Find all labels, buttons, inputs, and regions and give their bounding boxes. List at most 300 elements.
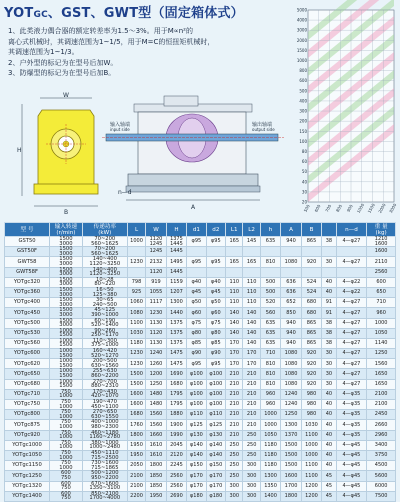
table-cell: 920 [301, 349, 321, 359]
table-cell: YOTgc360 [5, 287, 50, 297]
table-cell: 2560 [367, 267, 396, 277]
table-cell: 250 [226, 450, 243, 460]
title-model-prefix: YOT [4, 6, 34, 21]
table-cell: YOTgc1000 [5, 440, 50, 450]
title-rest: 、GST、GWT型（固定箱体式） [47, 6, 244, 21]
table-cell: 4—φ45 [336, 450, 367, 460]
table-cell: 940 [281, 328, 301, 338]
table-header-row [5, 223, 396, 237]
table-cell: 1250 [146, 379, 166, 389]
table-cell: φ95 [187, 359, 206, 369]
table-cell: 110~300 375~1000 [82, 338, 127, 348]
table-cell: 110 [243, 298, 260, 308]
chart-y-tick: 1500 [296, 47, 307, 53]
input-side-label: input side [110, 127, 130, 132]
table-cell: YOTgc400 [5, 298, 50, 308]
table-cell: 680 [301, 298, 321, 308]
chart-y-tick: 20 [301, 199, 307, 205]
table-cell: 91 [322, 298, 336, 308]
table-cell: φ40 [206, 277, 225, 287]
table-cell [226, 267, 243, 277]
table-cell: 710 [260, 349, 280, 359]
output-shaft-label: 输出轴端 [252, 122, 273, 128]
table-cell: 210 [226, 379, 243, 389]
table-row [5, 420, 396, 430]
table-cell: φ60 [206, 308, 225, 318]
table-cell: 1000 [260, 420, 280, 430]
table-cell: 170 [243, 359, 260, 369]
table-row [5, 247, 396, 257]
table-cell: 1600 [367, 247, 396, 257]
table-cell: 110 [243, 277, 260, 287]
chart-y-tick: 3000 [296, 27, 307, 33]
table-cell: 165 [226, 257, 243, 267]
table-cell: 850 [281, 308, 301, 318]
table-cell: φ95 [206, 359, 225, 369]
table-cell: 170 [226, 359, 243, 369]
chart-y-tick: 50 [301, 169, 307, 175]
table-cell: 4—φ27 [336, 298, 367, 308]
table-cell: 1475 [166, 349, 186, 359]
table-cell: 450~1110 715~2500 [82, 450, 127, 460]
table-cell: 1500 [281, 450, 301, 460]
table-cell: 1800 [281, 491, 301, 501]
table-cell: 380~1000 1000~2480 [82, 440, 127, 450]
table-cell: φ80 [206, 328, 225, 338]
table-cell: 4—φ35 [336, 389, 367, 399]
table-cell: 865 [301, 318, 321, 328]
table-cell: 1500 [127, 369, 145, 379]
table-cell: 1210 1600 [367, 237, 396, 247]
table-cell: 210 [226, 369, 243, 379]
table-cell [336, 267, 367, 277]
spec-table [4, 222, 396, 502]
table-cell: 1230 [146, 308, 166, 318]
table-cell: 45 [322, 471, 336, 481]
table-cell: 1475 [166, 359, 186, 369]
table-cell [322, 267, 336, 277]
table-cell: φ170 [206, 471, 225, 481]
table-cell: 798 [127, 277, 145, 287]
table-cell: 60~190 520~1400 [82, 318, 127, 328]
table-cell: YOTgc1050 [5, 450, 50, 460]
table-cell: 300 [226, 491, 243, 501]
table-cell: 40 [322, 277, 336, 287]
chart-x-tick: 1000 [355, 202, 366, 214]
title-model-sub: GC [33, 10, 48, 20]
table-cell: YOTgc650 [5, 369, 50, 379]
table-row [5, 277, 396, 287]
table-cell: 1880 [166, 410, 186, 420]
chart-y-tick: 400 [299, 98, 307, 104]
table-cell: 190~470 450~1100 [82, 400, 127, 410]
table-cell: 165 [226, 237, 243, 247]
table-cell: φ100 [187, 379, 206, 389]
table-cell: φ95 [206, 237, 225, 247]
table-cell: 1080 [281, 359, 301, 369]
table-row [5, 440, 396, 450]
table-cell: 170 [226, 338, 243, 348]
table-cell: 1250 [367, 349, 396, 359]
chart-y-tick: 40 [301, 179, 307, 185]
table-header-cell: 传递功率 (kW) [82, 223, 127, 237]
table-cell: φ170 [206, 481, 225, 491]
table-cell: 1000 1500 [50, 349, 83, 359]
dim-nd-label: n—d [118, 189, 132, 196]
table-row [5, 298, 396, 308]
table-cell: YOTgc500 [5, 318, 50, 328]
table-cell: 1055 [146, 287, 166, 297]
chart-x-tick: 1500 [366, 202, 376, 214]
table-cell: 2045 [166, 440, 186, 450]
table-cell: 865 [301, 328, 321, 338]
table-cell: 30~65 240~500 [82, 298, 127, 308]
table-cell: 980 [301, 400, 321, 410]
table-cell: φ90 [206, 349, 225, 359]
table-cell: 1500 3000 [50, 287, 83, 297]
table-cell: YOTgc560 [5, 338, 50, 348]
table-cell: 2050 [127, 461, 145, 471]
table-cell: 40 [322, 430, 336, 440]
table-cell: 210 [226, 400, 243, 410]
table-cell: φ170 [187, 481, 206, 491]
chart-x-tick: 600 [313, 203, 322, 213]
table-cell: 40 [322, 400, 336, 410]
table-cell: 4—φ27 [336, 328, 367, 338]
table-cell: 650 [367, 287, 396, 297]
chart-y-tick: 200 [299, 118, 307, 124]
table-cell: 165 [243, 257, 260, 267]
table-cell: 1300 [166, 298, 186, 308]
table-cell: 160~420 520~1270 [82, 349, 127, 359]
table-cell: 600 750 [50, 471, 83, 481]
table-cell: φ140 [187, 440, 206, 450]
table-cell: 1500 3000 [50, 237, 83, 247]
table-cell: 255~630 860~2200 [82, 369, 127, 379]
table-cell: 865 [301, 338, 321, 348]
table-cell: 524 [301, 277, 321, 287]
table-cell: 1480 [146, 389, 166, 399]
table-cell: 1680 [166, 379, 186, 389]
table-cell: 1030 [127, 328, 145, 338]
table-cell: 960 [260, 389, 280, 399]
table-cell: 4—φ22 [336, 277, 367, 287]
table-cell: 1990 [166, 430, 186, 440]
table-cell: YOTgc530 [5, 328, 50, 338]
table-cell: 91 [322, 308, 336, 318]
table-cell: 960 [260, 400, 280, 410]
table-cell: 865 [301, 237, 321, 247]
table-cell: 250 [226, 440, 243, 450]
table-cell: 250 [226, 461, 243, 471]
table-cell: 2245 [166, 461, 186, 471]
table-cell [260, 267, 280, 277]
table-cell: 600 750 [50, 481, 83, 491]
table-row [5, 400, 396, 410]
table-cell: φ100 [187, 389, 206, 399]
table-cell: 2690 [166, 491, 186, 501]
table-cell: 1080 [281, 257, 301, 267]
input-shaft-label: 输入轴端 [110, 122, 131, 128]
table-cell: YOTgc1250 [5, 471, 50, 481]
table-cell: 70~200 560~1625 [82, 247, 127, 257]
table-cell: 1230 [127, 257, 145, 267]
table-cell: 1850 [146, 471, 166, 481]
table-cell: 1200 [146, 369, 166, 379]
table-cell: 1030 [301, 420, 321, 430]
table-header-cell: L1 [226, 223, 243, 237]
table-cell: 1000 [260, 410, 280, 420]
table-cell: 140 [226, 328, 243, 338]
table-cell: φ180 [206, 491, 225, 501]
table-cell: 750 1000 [50, 420, 83, 430]
table-cell: 2120 [166, 450, 186, 460]
table-cell: 45 [322, 481, 336, 491]
chart-x-tick: 3000 [387, 202, 398, 214]
table-cell: 4—φ45 [336, 471, 367, 481]
table-cell: 1120 [146, 328, 166, 338]
table-cell: 300 [243, 461, 260, 471]
chart-y-tick: 100 [299, 138, 307, 144]
table-cell: 110 [243, 287, 260, 297]
table-row [5, 471, 396, 481]
table-cell: 38 [322, 237, 336, 247]
table-cell: 1680 [127, 410, 145, 420]
table-cell: 2560 [166, 471, 186, 481]
table-cell: 4—φ35 [336, 410, 367, 420]
table-header-cell: L [127, 223, 145, 237]
table-cell [301, 247, 321, 257]
table-row [5, 318, 396, 328]
table-cell: φ110 [187, 410, 206, 420]
table-row [5, 338, 396, 348]
table-cell: 1000 [301, 440, 321, 450]
table-cell: 210 [243, 420, 260, 430]
table-cell: YOTgc1150 [5, 461, 50, 471]
table-cell: 1000 1500 [50, 369, 83, 379]
table-cell: 1180 [260, 450, 280, 460]
table-cell: 1900 [166, 420, 186, 430]
chart-y-tick: 150 [299, 128, 307, 134]
table-header-cell: A [281, 223, 301, 237]
table-cell: 4—φ27 [336, 257, 367, 267]
table-cell: φ125 [187, 420, 206, 430]
note-line: 1、此类液力偶合器的额定转差率为1.5～3%。用于M∝n²的 [8, 27, 193, 35]
table-cell: 1440 [166, 308, 186, 318]
table-cell: φ95 [187, 237, 206, 247]
table-cell: 1500 3000 [50, 298, 83, 308]
table-cell: 140~400 1120~3250 [82, 267, 127, 277]
table-cell: 4—φ27 [336, 338, 367, 348]
table-cell: 920 [301, 379, 321, 389]
table-header-cell: d2 [206, 223, 225, 237]
table-cell: φ50 [187, 298, 206, 308]
table-cell [243, 267, 260, 277]
dim-h-label: H [17, 147, 22, 154]
table-row [5, 237, 396, 247]
table-cell: 919 [146, 277, 166, 287]
table-cell: 2100 [367, 389, 396, 399]
table-cell: 1060 [127, 298, 145, 308]
table-cell: 30 [322, 349, 336, 359]
note-line: 其调速范围为1~1/3。 [8, 48, 79, 56]
table-cell: 250 [243, 450, 260, 460]
table-cell: 140 [243, 308, 260, 318]
table-cell: φ85 [187, 338, 206, 348]
table-cell: 1000 1500 [50, 338, 83, 348]
table-cell: φ40 [187, 277, 206, 287]
table-cell: 1560 [146, 420, 166, 430]
table-cell: 40 [322, 410, 336, 420]
table-cell: 1080 [281, 349, 301, 359]
table-cell: 40 [322, 389, 336, 399]
table-cell: 30 [322, 369, 336, 379]
table-cell: 2560 [166, 481, 186, 491]
table-cell: 1000 [301, 450, 321, 460]
table-cell: φ100 [206, 400, 225, 410]
table-cell: 1240 [281, 389, 301, 399]
table-header-cell: 输入转速 (r/min) [50, 223, 83, 237]
table-cell [226, 247, 243, 257]
table-cell: 1500 3000 [50, 308, 83, 318]
table-header-cell: h [260, 223, 280, 237]
table-cell: 4—φ35 [336, 420, 367, 430]
table-cell: 1140 [367, 338, 396, 348]
table-cell: YOTgc875 [5, 420, 50, 430]
table-cell: 5600 [367, 471, 396, 481]
table-cell: 70~200 560~1625 [82, 237, 127, 247]
table-cell: 920 [301, 257, 321, 267]
table-cell: 500 [260, 277, 280, 287]
table-cell: 1660 [146, 430, 166, 440]
table-cell: YOTgc600 [5, 349, 50, 359]
table-cell: 670~1600 1350~3100 [82, 481, 127, 491]
table-cell: 2100 [367, 400, 396, 410]
table-cell: 400~1000 980~2300 [82, 420, 127, 430]
table-cell: 1100 [301, 461, 321, 471]
table-cell: 4—φ35 [336, 430, 367, 440]
table-cell: 210 [243, 400, 260, 410]
table-cell [206, 247, 225, 257]
table-cell: 140 [243, 328, 260, 338]
table-cell: 38 [322, 328, 336, 338]
table-cell: 2960 [367, 430, 396, 440]
table-cell: 4—φ27 [336, 318, 367, 328]
table-cell [322, 247, 336, 257]
table-cell: 30 [322, 379, 336, 389]
table-cell: 1600 [127, 389, 145, 399]
table-cell: 750 1000 [50, 440, 83, 450]
table-row [5, 267, 396, 277]
table-cell: 524 [301, 287, 321, 297]
table-cell: 600 750 [50, 491, 83, 501]
table-cell: 38 [322, 318, 336, 328]
dim-w-label: W [63, 92, 69, 99]
chart-x-tick: 500 [302, 203, 311, 213]
table-cell: 940 [281, 318, 301, 328]
table-cell: 4—φ27 [336, 308, 367, 318]
table-cell: YOTgc800 [5, 410, 50, 420]
table-cell: φ130 [206, 430, 225, 440]
table-row [5, 359, 396, 369]
table-cell: φ75 [187, 318, 206, 328]
table-cell: φ75 [206, 318, 225, 328]
table-cell: GST50 [5, 237, 50, 247]
table-cell: φ85 [206, 338, 225, 348]
table-cell: YOTgc1320 [5, 481, 50, 491]
table-header-cell [322, 223, 336, 237]
table-cell: 1200 [301, 481, 321, 491]
table-cell: 170 [243, 349, 260, 359]
table-cell: φ45 [206, 287, 225, 297]
table-cell: 1445 [166, 247, 186, 257]
table-cell [336, 247, 367, 257]
table-cell: φ150 [206, 461, 225, 471]
table-cell: 210 [226, 430, 243, 440]
table-cell: 40 [322, 440, 336, 450]
table-cell: 4—φ22 [336, 287, 367, 297]
table-cell: 110 [226, 298, 243, 308]
table-cell: YOTgc450 [5, 308, 50, 318]
table-cell: 4—φ45 [336, 481, 367, 491]
table-header-cell: d1 [187, 223, 206, 237]
table-cell: 1260 [146, 359, 166, 369]
table-cell: 1300 [260, 471, 280, 481]
table-cell: 636 [281, 287, 301, 297]
table-cell: 3400 [367, 440, 396, 450]
output-side-label: output side [252, 127, 275, 132]
table-cell: 2110 [367, 257, 396, 267]
table-cell: 1500 3000 [50, 318, 83, 328]
table-header-cell: 型 号 [5, 223, 50, 237]
table-cell: 1610 [146, 450, 166, 460]
table-cell: 810 [260, 359, 280, 369]
table-cell: φ110 [206, 410, 225, 420]
table-cell: 1375 [166, 338, 186, 348]
table-cell: 750 1000 [50, 389, 83, 399]
table-cell: 1000 [127, 237, 145, 247]
table-cell: φ180 [187, 491, 206, 501]
table-cell: φ95 [206, 257, 225, 267]
table-cell: 300 [243, 471, 260, 481]
table-cell: 300 [226, 481, 243, 491]
chart-x-tick: 2000 [377, 202, 387, 214]
table-header-cell: B [301, 223, 321, 237]
dim-a-label: A [190, 204, 196, 211]
table-cell: 600 [367, 277, 396, 287]
table-cell: 210 [226, 420, 243, 430]
table-cell: 4—φ27 [336, 379, 367, 389]
chart-y-tick: 600 [299, 78, 307, 84]
power-speed-chart [290, 6, 396, 220]
table-cell: φ170 [187, 471, 206, 481]
page-title [4, 2, 244, 21]
table-cell: YOTgc750 [5, 400, 50, 410]
table-cell [243, 247, 260, 257]
table-cell: 1600 [281, 471, 301, 481]
table-row [5, 461, 396, 471]
table-cell: 170 [226, 349, 243, 359]
table-cell: 920 [301, 369, 321, 379]
table-row [5, 410, 396, 420]
table-cell: 270~650 630~1550 [82, 410, 127, 420]
table-cell: 1080 [281, 369, 301, 379]
table-cell: 1800 [146, 461, 166, 471]
side-view [102, 96, 284, 211]
table-cell: 980 [301, 389, 321, 399]
table-cell: 1100 [127, 318, 145, 328]
table-row [5, 369, 396, 379]
